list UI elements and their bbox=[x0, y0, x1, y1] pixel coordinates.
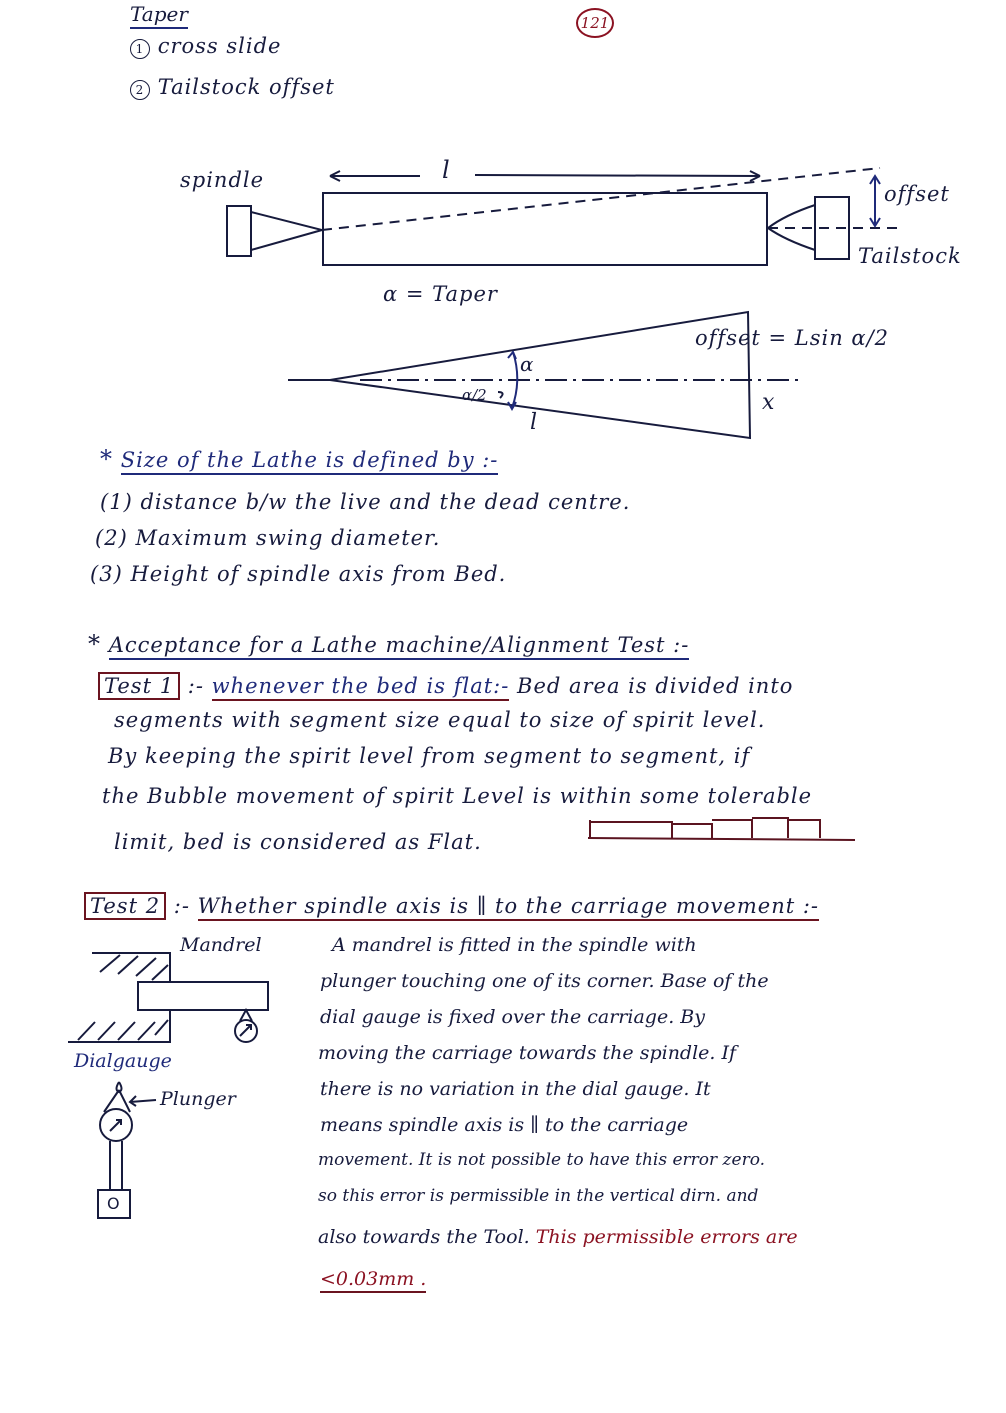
label-tailstock: Tailstock bbox=[858, 244, 962, 268]
tolerance-value: <0.03mm . bbox=[320, 1268, 426, 1290]
permissible-errors-note: This permissible errors are bbox=[535, 1226, 798, 1248]
test2-line-5: there is no variation in the dial gauge. It bbox=[320, 1078, 711, 1100]
formula-offset: offset = Lsin α/2 bbox=[695, 326, 890, 350]
test1-line-4: the Bubble movement of spirit Level is within some tolerable bbox=[102, 784, 813, 808]
test2-line-6: means spindle axis is ∥ to the carriage bbox=[320, 1114, 689, 1136]
label-plunger: Plunger bbox=[160, 1088, 236, 1110]
test2-line-4: moving the carriage towards the spindle. If bbox=[318, 1042, 737, 1064]
test1-line-3: By keeping the spirit level from segment to segment, if bbox=[108, 744, 751, 768]
label-alpha: α bbox=[520, 352, 534, 376]
test2-line-8: so this error is permissible in the vertical dirn. and bbox=[318, 1186, 759, 1206]
label-x: x bbox=[762, 390, 775, 415]
test1-label: Test 1 bbox=[98, 672, 180, 700]
label-dial-gauge: Dialgauge bbox=[74, 1050, 172, 1072]
taper-method-2: 2 Tailstock offset bbox=[130, 75, 335, 100]
taper-method-1: 1 cross slide bbox=[130, 34, 281, 59]
test2-line-7: movement. It is not possible to have this error zero. bbox=[318, 1150, 766, 1170]
label-length: l bbox=[442, 156, 450, 184]
test1-line-5: limit, bed is considered as Flat. bbox=[114, 830, 482, 854]
lathe-size-item-1: (1) distance b/w the live and the dead centre. bbox=[100, 490, 631, 514]
test1-title-line: Test 1 :- whenever the bed is flat:- Bed area is divided into bbox=[98, 674, 793, 698]
lathe-size-item-3: (3) Height of spindle axis from Bed. bbox=[90, 562, 507, 586]
test1-line-2: segments with segment size equal to size of spirit level. bbox=[114, 708, 766, 732]
test2-line-1: A mandrel is fitted in the spindle with bbox=[332, 934, 697, 956]
label-offset: offset bbox=[884, 182, 950, 206]
page-number-badge: 121 bbox=[576, 8, 614, 38]
label-half-alpha: α/2 bbox=[462, 386, 487, 404]
lathe-size-item-2: (2) Maximum swing diameter. bbox=[95, 526, 441, 550]
label-alpha-taper: α = Taper bbox=[383, 282, 498, 306]
test2-line-2: plunger touching one of its corner. Base of the bbox=[320, 970, 769, 992]
label-spindle: spindle bbox=[180, 168, 265, 192]
heading-taper: Taper bbox=[130, 2, 188, 26]
label-l: l bbox=[530, 410, 538, 435]
test2-line-9: also towards the Tool. This permissible errors are bbox=[318, 1226, 798, 1248]
test2-label: Test 2 bbox=[84, 892, 166, 920]
test2-line-3: dial gauge is fixed over the carriage. By bbox=[320, 1006, 705, 1028]
label-base: O bbox=[107, 1194, 120, 1213]
lathe-size-heading: * Size of the Lathe is defined by :- bbox=[100, 445, 499, 473]
test2-title-line: Test 2 :- Whether spindle axis is ∥ to the carriage movement :- bbox=[84, 894, 819, 918]
label-mandrel: Mandrel bbox=[180, 934, 262, 956]
acceptance-heading: * Acceptance for a Lathe machine/Alignment Test :- bbox=[88, 630, 690, 658]
